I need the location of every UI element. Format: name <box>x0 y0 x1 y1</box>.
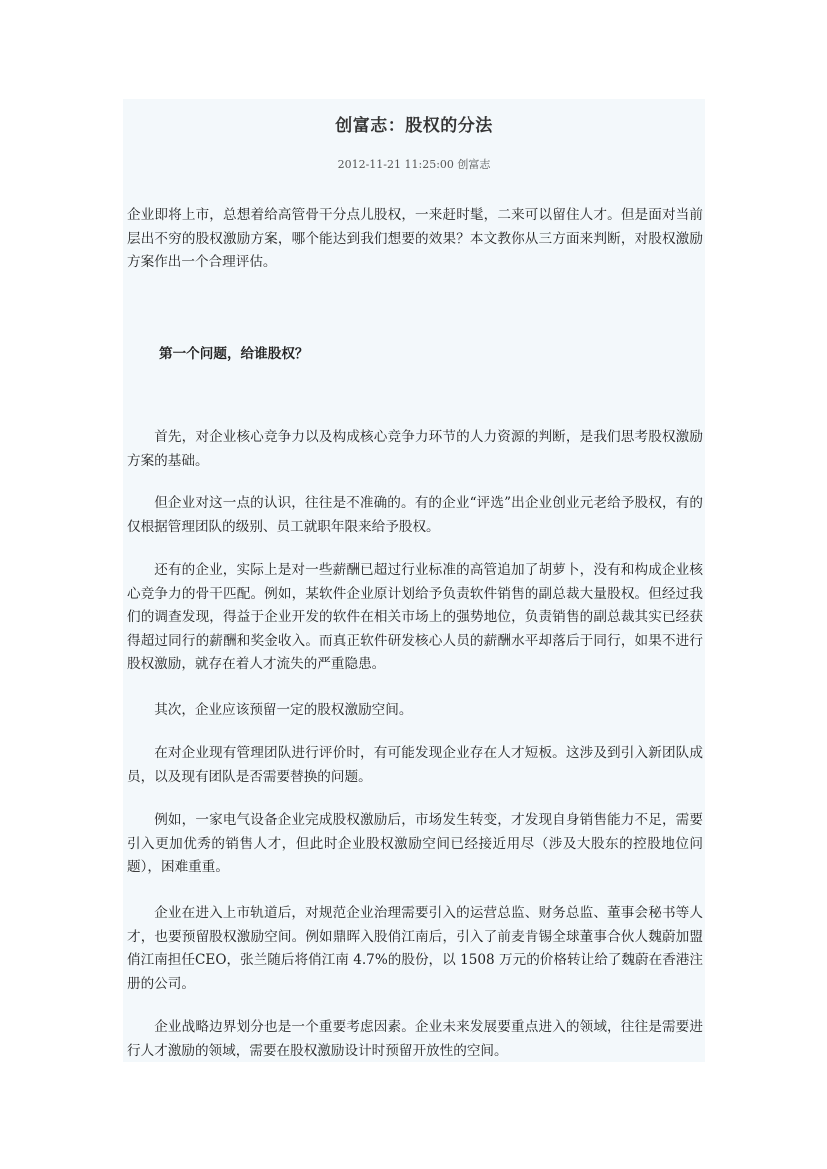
article-title: 创富志：股权的分法 <box>335 116 493 136</box>
paragraph-4: 其次，企业应该预留一定的股权激励空间。 <box>154 702 413 718</box>
article-panel <box>123 99 705 1062</box>
paragraph-6: 例如，一家电气设备企业完成股权激励后，市场发生转变，才发现自身销售能力不足，需要引入更加优秀的销售人才，但此时企业股权激励空间已经接近用尽（涉及大股东的控股地位问题），困难重重。 <box>127 812 703 875</box>
paragraph-1: 首先，对企业核心竞争力以及构成核心竞争力环节的人力资源的判断，是我们思考股权激励方案的基础。 <box>127 429 703 469</box>
paragraph-2: 但企业对这一点的认识，往往是不准确的。有的企业“评选”出企业创业元老给予股权，有的仅根据管理团队的级别、员工就职年限来给予股权。 <box>127 495 703 535</box>
paragraph-7: 企业在进入上市轨道后，对规范企业治理需要引入的运营总监、财务总监、董事会秘书等人才，也要预留股权激励空间。例如鼎晖入股俏江南后，引入了前麦肯锡全球董事合伙人魏蔚加盟俏江南担任CEO，张兰随后将俏江南 4.7%的股份，以 1508 万元的价格转让给了魏蔚在香港注册的公司。 <box>127 905 703 992</box>
paragraph-5: 在对企业现有管理团队进行评价时，有可能发现企业存在人才短板。这涉及到引入新团队成员，以及现有团队是否需要替换的问题。 <box>127 745 703 785</box>
section-heading: 第一个问题，给谁股权？ <box>159 346 309 362</box>
intro-paragraph: 企业即将上市，总想着给高管骨干分点儿股权，一来赶时髦，二来可以留住人才。但是面对当前层出不穷的股权激励方案，哪个能达到我们想要的效果？本文教你从三方面来判断，对股权激励方案作出一个合理评估。 <box>127 207 703 270</box>
article-meta: 2012-11-21 11:25:00 创富志 <box>337 158 491 171</box>
paragraph-3: 还有的企业，实际上是对一些薪酬已超过行业标准的高管追加了胡萝卜，没有和构成企业核心竞争力的骨干匹配。例如，某软件企业原计划给予负责软件销售的副总裁大量股权。但经过我们的调查发现，得益于企业开发的软件在相关市场上的强势地位，负责销售的副总裁其实已经获得超过同行的薪酬和奖金收入。而真正软件研发核心人员的薪酬水平却落后于同行，如果不进行股权激励，就存在着人才流失的严重隐患。 <box>127 562 703 672</box>
paragraph-8: 企业战略边界划分也是一个重要考虑因素。企业未来发展要重点进入的领域，往往是需要进行人才激励的领域，需要在股权激励设计时预留开放性的空间。 <box>127 1019 703 1059</box>
